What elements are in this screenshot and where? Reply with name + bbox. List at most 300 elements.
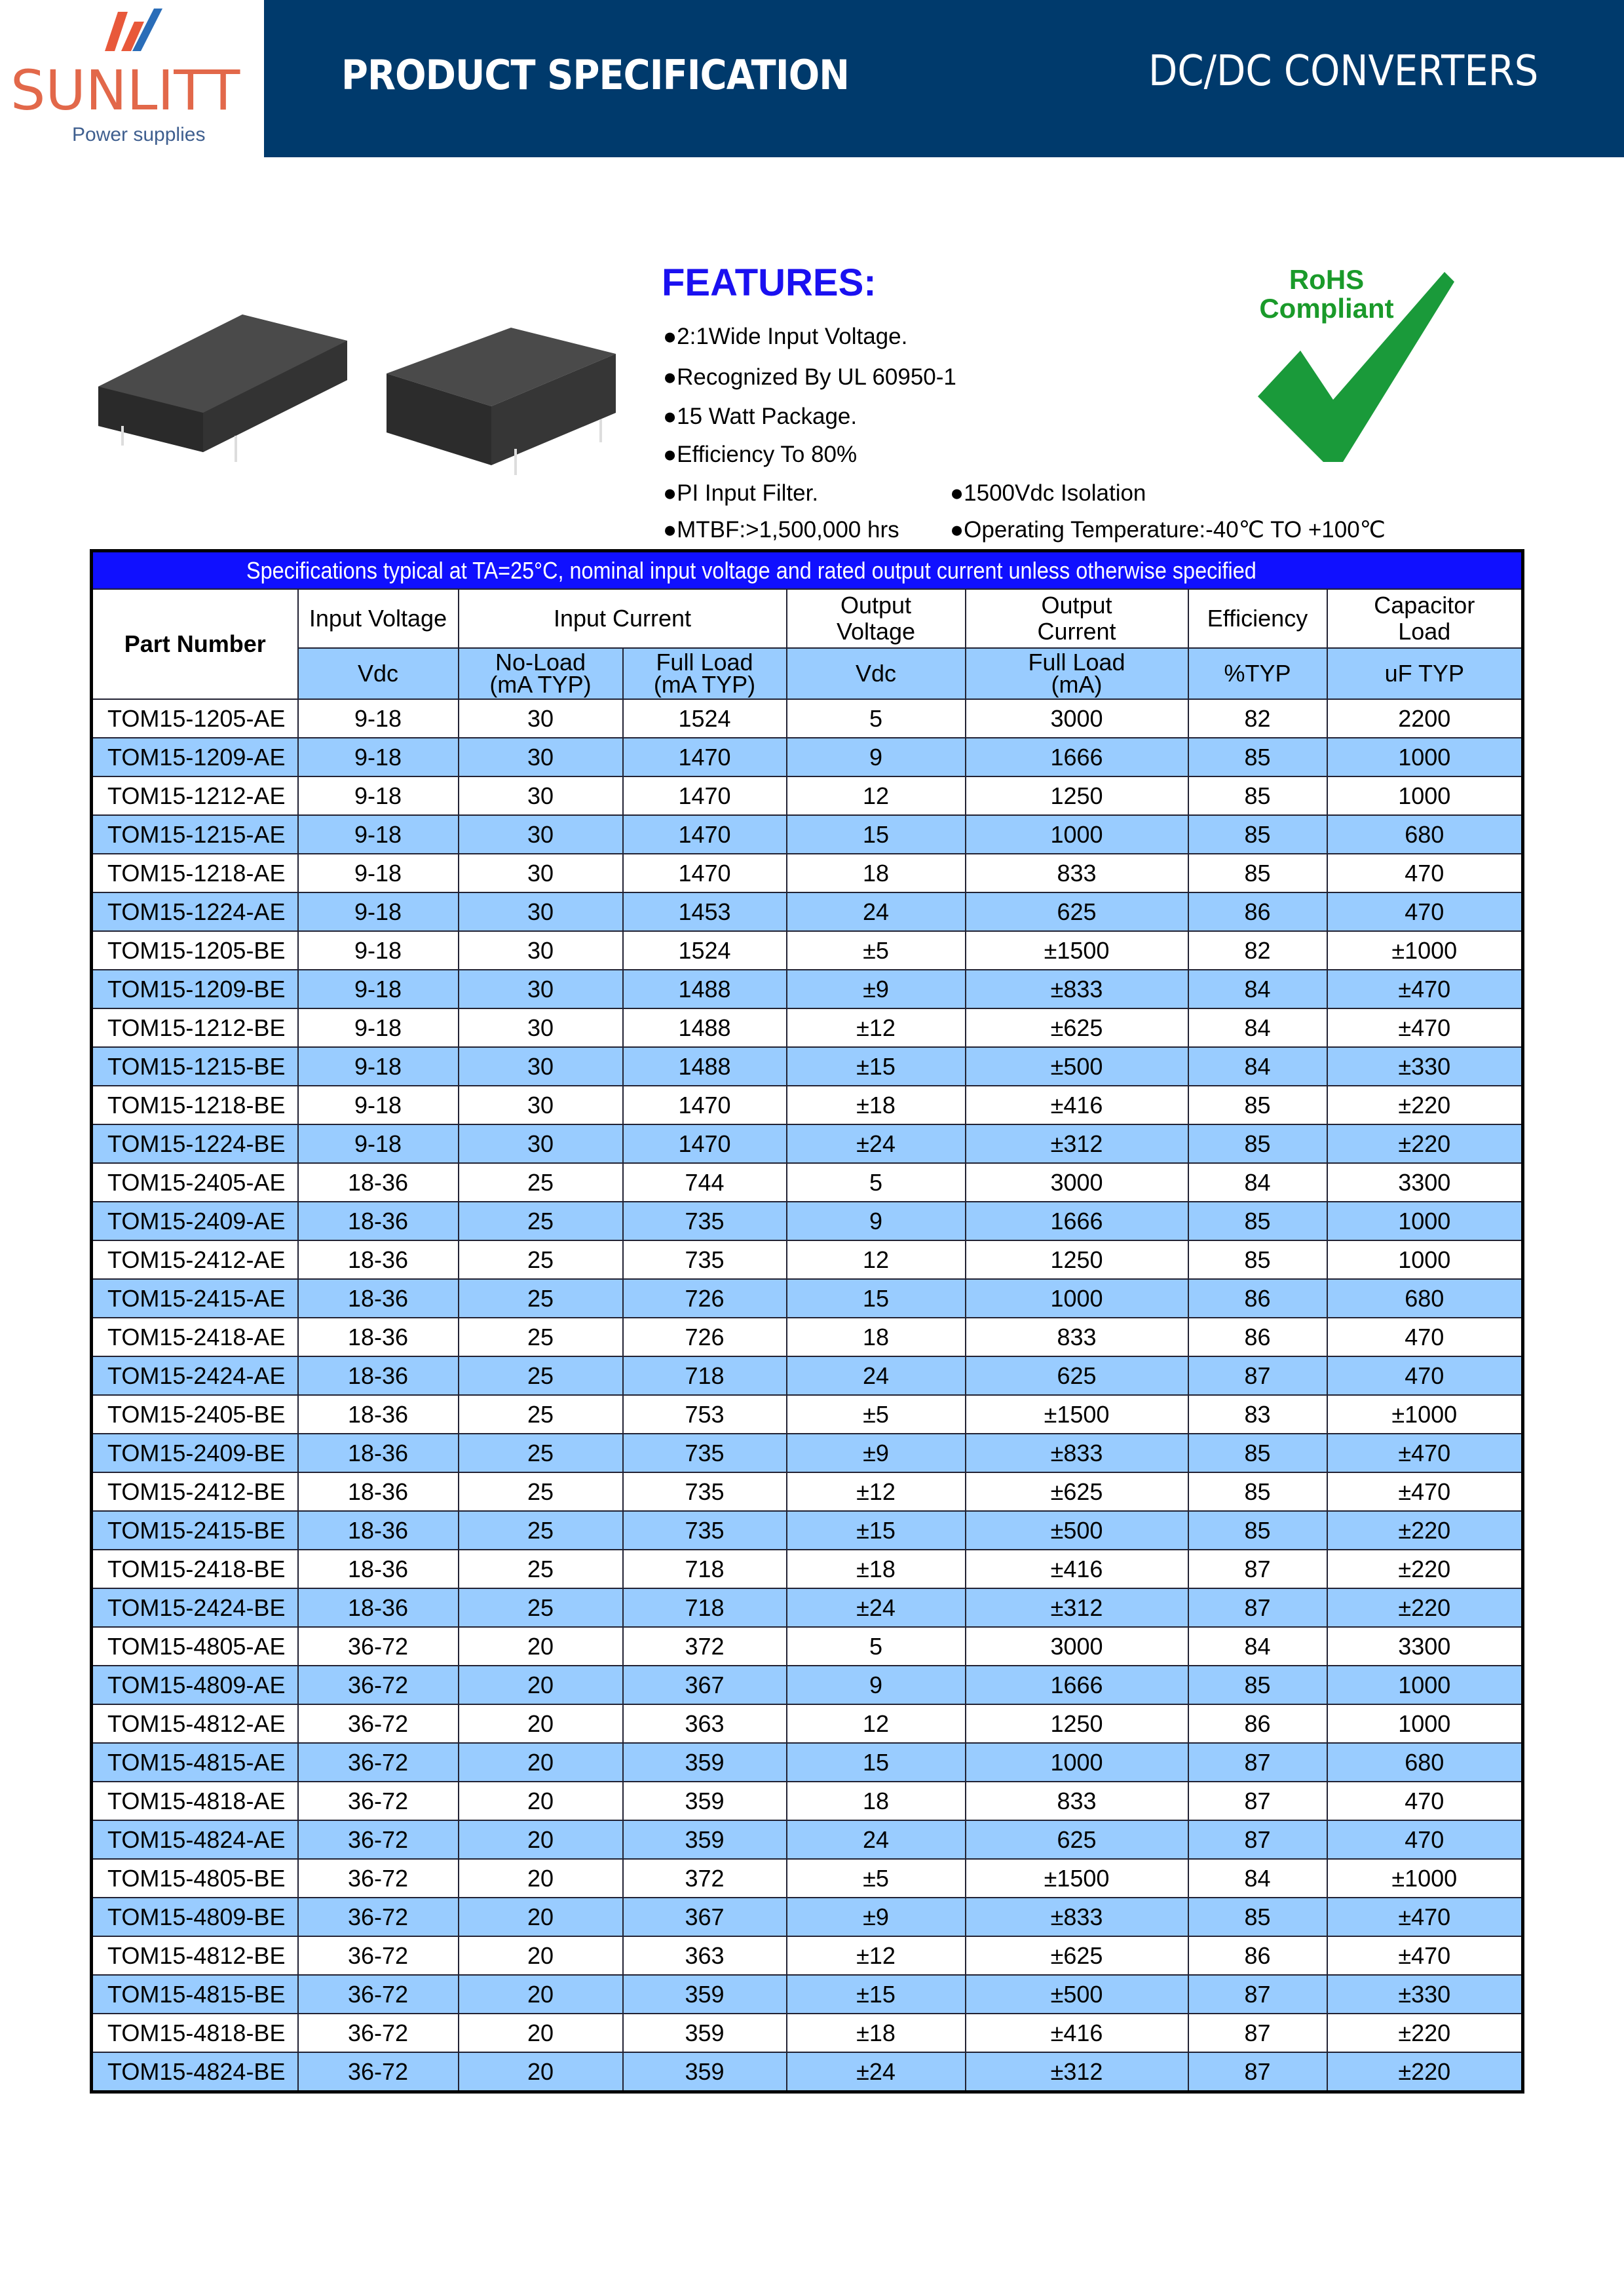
cell-efficiency: 87 <box>1188 1820 1327 1859</box>
cell-input-voltage: 9-18 <box>298 970 459 1008</box>
cell-no-load-current: 20 <box>459 1820 623 1859</box>
cell-efficiency: 86 <box>1188 1318 1327 1356</box>
cell-part-number: TOM15-2405-AE <box>92 1163 298 1202</box>
cell-efficiency: 86 <box>1188 1704 1327 1743</box>
cell-no-load-current: 20 <box>459 1936 623 1975</box>
logo-text: SUNLITT <box>10 58 240 123</box>
cell-full-load-current: 735 <box>623 1511 787 1550</box>
cell-part-number: TOM15-1218-BE <box>92 1086 298 1124</box>
subheader: Full Load (mA) <box>966 648 1188 699</box>
cell-efficiency: 86 <box>1188 892 1327 931</box>
cell-efficiency: 86 <box>1188 1936 1327 1975</box>
cell-input-voltage: 9-18 <box>298 815 459 854</box>
cell-output-voltage: ±18 <box>787 1550 966 1588</box>
cell-output-current: ±312 <box>966 1588 1188 1627</box>
cell-input-voltage: 36-72 <box>298 1975 459 2014</box>
cell-efficiency: 87 <box>1188 1588 1327 1627</box>
cell-output-voltage: ±18 <box>787 1086 966 1124</box>
table-row <box>92 2014 1523 2052</box>
cell-full-load-current: 359 <box>623 2052 787 2092</box>
cell-capacitor-load: 1000 <box>1327 776 1523 815</box>
table-row <box>92 1472 1523 1511</box>
cell-no-load-current: 20 <box>459 1898 623 1936</box>
cell-output-current: 833 <box>966 854 1188 892</box>
cell-input-voltage: 9-18 <box>298 1086 459 1124</box>
cell-output-voltage: ±5 <box>787 1395 966 1434</box>
cell-output-current: 625 <box>966 1820 1188 1859</box>
cell-capacitor-load: ±220 <box>1327 1511 1523 1550</box>
module-image-right <box>387 328 616 475</box>
cell-no-load-current: 25 <box>459 1356 623 1395</box>
table-row <box>92 854 1523 892</box>
cell-input-voltage: 36-72 <box>298 1627 459 1666</box>
header-input-current: Input Current <box>459 589 787 648</box>
cell-output-voltage: ±5 <box>787 1859 966 1898</box>
cell-output-current: ±312 <box>966 1124 1188 1163</box>
cell-efficiency: 85 <box>1188 1086 1327 1124</box>
cell-output-current: ±833 <box>966 970 1188 1008</box>
cell-input-voltage: 18-36 <box>298 1240 459 1279</box>
product-image <box>85 301 622 505</box>
cell-part-number: TOM15-2415-BE <box>92 1511 298 1550</box>
cell-input-voltage: 18-36 <box>298 1472 459 1511</box>
table-row <box>92 892 1523 931</box>
table-row <box>92 1356 1523 1395</box>
cell-capacitor-load: ±220 <box>1327 1588 1523 1627</box>
cell-efficiency: 84 <box>1188 1859 1327 1898</box>
cell-efficiency: 85 <box>1188 1434 1327 1472</box>
cell-part-number: TOM15-1209-AE <box>92 738 298 776</box>
table-row <box>92 1820 1523 1859</box>
cell-part-number: TOM15-4818-BE <box>92 2014 298 2052</box>
cell-input-voltage: 36-72 <box>298 1782 459 1820</box>
cell-no-load-current: 30 <box>459 1008 623 1047</box>
cell-efficiency: 82 <box>1188 699 1327 738</box>
cell-output-current: ±500 <box>966 1047 1188 1086</box>
cell-input-voltage: 9-18 <box>298 1008 459 1047</box>
cell-efficiency: 87 <box>1188 1743 1327 1782</box>
table-row <box>92 699 1523 738</box>
table-row <box>92 1859 1523 1898</box>
cell-capacitor-load: ±220 <box>1327 2052 1523 2092</box>
cell-output-voltage: ±9 <box>787 970 966 1008</box>
table-row <box>92 1666 1523 1704</box>
cell-part-number: TOM15-1212-BE <box>92 1008 298 1047</box>
cell-output-current: ±416 <box>966 1086 1188 1124</box>
cell-full-load-current: 718 <box>623 1550 787 1588</box>
cell-input-voltage: 18-36 <box>298 1511 459 1550</box>
cell-no-load-current: 30 <box>459 1086 623 1124</box>
cell-output-voltage: ±15 <box>787 1511 966 1550</box>
table-row <box>92 1163 1523 1202</box>
cell-full-load-current: 359 <box>623 1820 787 1859</box>
cell-output-current: 1250 <box>966 776 1188 815</box>
cell-input-voltage: 18-36 <box>298 1550 459 1588</box>
cell-full-load-current: 359 <box>623 1743 787 1782</box>
cell-efficiency: 82 <box>1188 931 1327 970</box>
cell-part-number: TOM15-2405-BE <box>92 1395 298 1434</box>
cell-output-current: ±1500 <box>966 931 1188 970</box>
table-row <box>92 970 1523 1008</box>
table-row <box>92 1279 1523 1318</box>
cell-no-load-current: 20 <box>459 1975 623 2014</box>
cell-no-load-current: 25 <box>459 1550 623 1588</box>
cell-full-load-current: 726 <box>623 1279 787 1318</box>
cell-output-voltage: 18 <box>787 1782 966 1820</box>
product-category: DC/DC CONVERTERS <box>1148 47 1539 96</box>
cell-input-voltage: 9-18 <box>298 699 459 738</box>
cell-input-voltage: 18-36 <box>298 1434 459 1472</box>
table-row <box>92 1395 1523 1434</box>
rohs-line1: RoHS <box>1289 264 1365 295</box>
cell-part-number: TOM15-2415-AE <box>92 1279 298 1318</box>
cell-input-voltage: 9-18 <box>298 776 459 815</box>
table-row <box>92 1743 1523 1782</box>
cell-output-current: 3000 <box>966 1163 1188 1202</box>
cell-no-load-current: 25 <box>459 1202 623 1240</box>
cell-no-load-current: 25 <box>459 1588 623 1627</box>
cell-efficiency: 87 <box>1188 1782 1327 1820</box>
cell-capacitor-load: ±1000 <box>1327 1859 1523 1898</box>
module-image-left <box>98 315 347 462</box>
cell-no-load-current: 25 <box>459 1395 623 1434</box>
cell-full-load-current: 1470 <box>623 1124 787 1163</box>
header-output-voltage: Output Voltage <box>787 589 966 648</box>
cell-capacitor-load: 2200 <box>1327 699 1523 738</box>
feature-item: ●Efficiency To 80% <box>663 442 858 467</box>
cell-full-load-current: 735 <box>623 1202 787 1240</box>
cell-efficiency: 84 <box>1188 1627 1327 1666</box>
cell-input-voltage: 9-18 <box>298 1047 459 1086</box>
rohs-line2: Compliant <box>1259 293 1394 324</box>
cell-full-load-current: 363 <box>623 1936 787 1975</box>
cell-capacitor-load: ±330 <box>1327 1975 1523 2014</box>
cell-output-current: ±1500 <box>966 1859 1188 1898</box>
cell-input-voltage: 9-18 <box>298 854 459 892</box>
cell-full-load-current: 1488 <box>623 1008 787 1047</box>
header-output-current: Output Current <box>966 589 1188 648</box>
cell-output-voltage: 15 <box>787 815 966 854</box>
cell-output-current: 1000 <box>966 1743 1188 1782</box>
cell-output-voltage: ±24 <box>787 2052 966 2092</box>
cell-input-voltage: 18-36 <box>298 1318 459 1356</box>
cell-no-load-current: 30 <box>459 1047 623 1086</box>
cell-efficiency: 85 <box>1188 1472 1327 1511</box>
cell-output-voltage: 24 <box>787 1356 966 1395</box>
cell-input-voltage: 36-72 <box>298 1704 459 1743</box>
cell-part-number: TOM15-1224-BE <box>92 1124 298 1163</box>
cell-part-number: TOM15-4824-AE <box>92 1820 298 1859</box>
feature-item: ●Operating Temperature:-40℃ TO +100℃ <box>950 517 1386 543</box>
cell-part-number: TOM15-4824-BE <box>92 2052 298 2092</box>
cell-output-voltage: ±12 <box>787 1936 966 1975</box>
table-row <box>92 1008 1523 1047</box>
cell-part-number: TOM15-4809-AE <box>92 1666 298 1704</box>
cell-efficiency: 85 <box>1188 1898 1327 1936</box>
cell-no-load-current: 30 <box>459 854 623 892</box>
cell-output-current: 1666 <box>966 738 1188 776</box>
cell-input-voltage: 36-72 <box>298 2052 459 2092</box>
cell-output-current: ±500 <box>966 1511 1188 1550</box>
cell-part-number: TOM15-2412-BE <box>92 1472 298 1511</box>
table-row <box>92 1588 1523 1627</box>
cell-output-voltage: 9 <box>787 1666 966 1704</box>
table-caption: Specifications typical at TA=25°C, nominal input voltage and rated output current unless otherwise specified <box>246 556 1256 584</box>
cell-full-load-current: 363 <box>623 1704 787 1743</box>
cell-output-voltage: 24 <box>787 1820 966 1859</box>
cell-efficiency: 87 <box>1188 1550 1327 1588</box>
cell-efficiency: 87 <box>1188 2052 1327 2092</box>
table-row <box>92 1240 1523 1279</box>
cell-output-current: 1000 <box>966 1279 1188 1318</box>
cell-input-voltage: 9-18 <box>298 738 459 776</box>
cell-no-load-current: 20 <box>459 2052 623 2092</box>
table-row <box>92 1782 1523 1820</box>
cell-output-current: ±416 <box>966 2014 1188 2052</box>
cell-output-current: 1250 <box>966 1704 1188 1743</box>
cell-efficiency: 85 <box>1188 1124 1327 1163</box>
cell-output-voltage: ±9 <box>787 1434 966 1472</box>
cell-no-load-current: 25 <box>459 1240 623 1279</box>
cell-efficiency: 83 <box>1188 1395 1327 1434</box>
header-banner <box>264 0 1624 157</box>
cell-no-load-current: 30 <box>459 815 623 854</box>
cell-capacitor-load: 1000 <box>1327 1704 1523 1743</box>
cell-part-number: TOM15-2409-AE <box>92 1202 298 1240</box>
cell-no-load-current: 25 <box>459 1318 623 1356</box>
cell-no-load-current: 30 <box>459 699 623 738</box>
logo-subtitle: Power supplies <box>72 124 206 145</box>
cell-full-load-current: 372 <box>623 1859 787 1898</box>
table-row <box>92 815 1523 854</box>
cell-output-voltage: ±15 <box>787 1047 966 1086</box>
cell-efficiency: 84 <box>1188 1008 1327 1047</box>
cell-output-current: ±312 <box>966 2052 1188 2092</box>
cell-input-voltage: 18-36 <box>298 1279 459 1318</box>
cell-input-voltage: 36-72 <box>298 1859 459 1898</box>
table-row <box>92 776 1523 815</box>
cell-full-load-current: 735 <box>623 1434 787 1472</box>
table-row <box>92 1124 1523 1163</box>
table-row <box>92 931 1523 970</box>
cell-part-number: TOM15-1209-BE <box>92 970 298 1008</box>
cell-capacitor-load: 470 <box>1327 1318 1523 1356</box>
feature-item: ●2:1Wide Input Voltage. <box>663 324 908 349</box>
cell-full-load-current: 359 <box>623 1975 787 2014</box>
specification-table <box>90 549 1524 2094</box>
cell-capacitor-load: 470 <box>1327 892 1523 931</box>
cell-output-voltage: ±9 <box>787 1898 966 1936</box>
cell-no-load-current: 25 <box>459 1434 623 1472</box>
cell-no-load-current: 20 <box>459 1627 623 1666</box>
cell-capacitor-load: ±330 <box>1327 1047 1523 1086</box>
table-row <box>92 1318 1523 1356</box>
page-header <box>0 0 1624 157</box>
company-logo <box>0 0 264 157</box>
cell-output-voltage: 5 <box>787 1163 966 1202</box>
cell-part-number: TOM15-2412-AE <box>92 1240 298 1279</box>
cell-capacitor-load: 1000 <box>1327 738 1523 776</box>
cell-output-voltage: ±18 <box>787 2014 966 2052</box>
feature-item: ●1500Vdc Isolation <box>950 480 1146 506</box>
cell-capacitor-load: 1000 <box>1327 1240 1523 1279</box>
cell-capacitor-load: 3300 <box>1327 1163 1523 1202</box>
table-row <box>92 1511 1523 1550</box>
cell-output-current: ±500 <box>966 1975 1188 2014</box>
cell-part-number: TOM15-2424-AE <box>92 1356 298 1395</box>
cell-input-voltage: 18-36 <box>298 1395 459 1434</box>
cell-capacitor-load: ±1000 <box>1327 1395 1523 1434</box>
cell-output-current: ±833 <box>966 1434 1188 1472</box>
cell-full-load-current: 1488 <box>623 1047 787 1086</box>
cell-full-load-current: 1470 <box>623 776 787 815</box>
cell-part-number: TOM15-4809-BE <box>92 1898 298 1936</box>
cell-capacitor-load: ±220 <box>1327 1550 1523 1588</box>
cell-part-number: TOM15-4818-AE <box>92 1782 298 1820</box>
cell-part-number: TOM15-4805-BE <box>92 1859 298 1898</box>
cell-no-load-current: 30 <box>459 738 623 776</box>
cell-efficiency: 85 <box>1188 776 1327 815</box>
cell-capacitor-load: 1000 <box>1327 1666 1523 1704</box>
cell-capacitor-load: 3300 <box>1327 1627 1523 1666</box>
header-part-number: Part Number <box>92 589 298 699</box>
cell-input-voltage: 18-36 <box>298 1356 459 1395</box>
cell-efficiency: 85 <box>1188 815 1327 854</box>
cell-output-current: 3000 <box>966 1627 1188 1666</box>
cell-input-voltage: 36-72 <box>298 2014 459 2052</box>
cell-full-load-current: 726 <box>623 1318 787 1356</box>
table-row <box>92 1898 1523 1936</box>
cell-capacitor-load: ±470 <box>1327 1936 1523 1975</box>
cell-capacitor-load: 680 <box>1327 815 1523 854</box>
cell-input-voltage: 18-36 <box>298 1588 459 1627</box>
subheader: Vdc <box>787 648 966 699</box>
cell-no-load-current: 20 <box>459 1743 623 1782</box>
table-row <box>92 1047 1523 1086</box>
cell-capacitor-load: 470 <box>1327 1356 1523 1395</box>
cell-output-voltage: 18 <box>787 854 966 892</box>
cell-no-load-current: 30 <box>459 776 623 815</box>
cell-output-current: 833 <box>966 1782 1188 1820</box>
subheader: %TYP <box>1188 648 1327 699</box>
table-row <box>92 2052 1523 2092</box>
cell-output-voltage: 9 <box>787 738 966 776</box>
feature-item: ●15 Watt Package. <box>663 404 858 429</box>
cell-part-number: TOM15-2418-AE <box>92 1318 298 1356</box>
cell-capacitor-load: ±470 <box>1327 1434 1523 1472</box>
table-row <box>92 1550 1523 1588</box>
cell-output-voltage: 18 <box>787 1318 966 1356</box>
cell-full-load-current: 753 <box>623 1395 787 1434</box>
cell-no-load-current: 30 <box>459 892 623 931</box>
cell-part-number: TOM15-4815-BE <box>92 1975 298 2014</box>
subheader: Full Load (mA TYP) <box>623 648 787 699</box>
feature-item: ●MTBF:>1,500,000 hrs <box>663 517 899 543</box>
cell-output-current: 1666 <box>966 1202 1188 1240</box>
table-caption-cell <box>92 551 1523 590</box>
rohs-label <box>1251 265 1402 323</box>
cell-efficiency: 84 <box>1188 1047 1327 1086</box>
cell-output-current: ±625 <box>966 1008 1188 1047</box>
cell-full-load-current: 1470 <box>623 738 787 776</box>
cell-capacitor-load: ±470 <box>1327 1472 1523 1511</box>
cell-output-voltage: ±12 <box>787 1472 966 1511</box>
cell-no-load-current: 30 <box>459 1124 623 1163</box>
page-title: PRODUCT SPECIFICATION <box>341 51 850 99</box>
cell-full-load-current: 1488 <box>623 970 787 1008</box>
cell-part-number: TOM15-1205-BE <box>92 931 298 970</box>
table-row <box>92 1086 1523 1124</box>
cell-input-voltage: 18-36 <box>298 1163 459 1202</box>
cell-part-number: TOM15-4815-AE <box>92 1743 298 1782</box>
cell-efficiency: 85 <box>1188 1202 1327 1240</box>
table-row <box>92 1627 1523 1666</box>
cell-output-voltage: 15 <box>787 1279 966 1318</box>
cell-no-load-current: 30 <box>459 931 623 970</box>
table-row <box>92 738 1523 776</box>
subheader: Vdc <box>298 648 459 699</box>
cell-output-current: 625 <box>966 892 1188 931</box>
cell-output-voltage: 12 <box>787 1704 966 1743</box>
cell-efficiency: 87 <box>1188 1975 1327 2014</box>
cell-efficiency: 85 <box>1188 738 1327 776</box>
cell-efficiency: 85 <box>1188 1511 1327 1550</box>
cell-full-load-current: 1524 <box>623 699 787 738</box>
cell-capacitor-load: 680 <box>1327 1743 1523 1782</box>
cell-full-load-current: 735 <box>623 1472 787 1511</box>
cell-output-current: ±416 <box>966 1550 1188 1588</box>
cell-efficiency: 87 <box>1188 2014 1327 2052</box>
cell-full-load-current: 1524 <box>623 931 787 970</box>
cell-capacitor-load: 1000 <box>1327 1202 1523 1240</box>
feature-item: ●Recognized By UL 60950-1 <box>663 364 956 390</box>
cell-capacitor-load: 680 <box>1327 1279 1523 1318</box>
cell-no-load-current: 25 <box>459 1279 623 1318</box>
cell-output-current: ±625 <box>966 1472 1188 1511</box>
cell-part-number: TOM15-2418-BE <box>92 1550 298 1588</box>
cell-capacitor-load: 470 <box>1327 1820 1523 1859</box>
cell-no-load-current: 20 <box>459 1704 623 1743</box>
cell-output-voltage: ±15 <box>787 1975 966 2014</box>
cell-input-voltage: 9-18 <box>298 1124 459 1163</box>
cell-capacitor-load: ±470 <box>1327 970 1523 1008</box>
cell-full-load-current: 359 <box>623 1782 787 1820</box>
features-heading: FEATURES: <box>662 261 877 304</box>
cell-full-load-current: 735 <box>623 1240 787 1279</box>
cell-part-number: TOM15-1218-AE <box>92 854 298 892</box>
cell-full-load-current: 367 <box>623 1898 787 1936</box>
cell-efficiency: 86 <box>1188 1279 1327 1318</box>
cell-full-load-current: 718 <box>623 1356 787 1395</box>
cell-capacitor-load: ±220 <box>1327 1124 1523 1163</box>
cell-capacitor-load: ±470 <box>1327 1898 1523 1936</box>
cell-output-voltage: ±24 <box>787 1124 966 1163</box>
cell-part-number: TOM15-4812-BE <box>92 1936 298 1975</box>
rohs-compliant-badge <box>1245 259 1467 469</box>
cell-output-voltage: 15 <box>787 1743 966 1782</box>
cell-output-voltage: 12 <box>787 1240 966 1279</box>
cell-part-number: TOM15-1215-AE <box>92 815 298 854</box>
cell-capacitor-load: ±470 <box>1327 1008 1523 1047</box>
feature-item: ●PI Input Filter. <box>663 480 819 506</box>
cell-no-load-current: 25 <box>459 1472 623 1511</box>
cell-part-number: TOM15-2409-BE <box>92 1434 298 1472</box>
cell-output-voltage: ±5 <box>787 931 966 970</box>
cell-capacitor-load: ±1000 <box>1327 931 1523 970</box>
table-row <box>92 1975 1523 2014</box>
table-row <box>92 1434 1523 1472</box>
header-input-voltage: Input Voltage <box>298 589 459 648</box>
